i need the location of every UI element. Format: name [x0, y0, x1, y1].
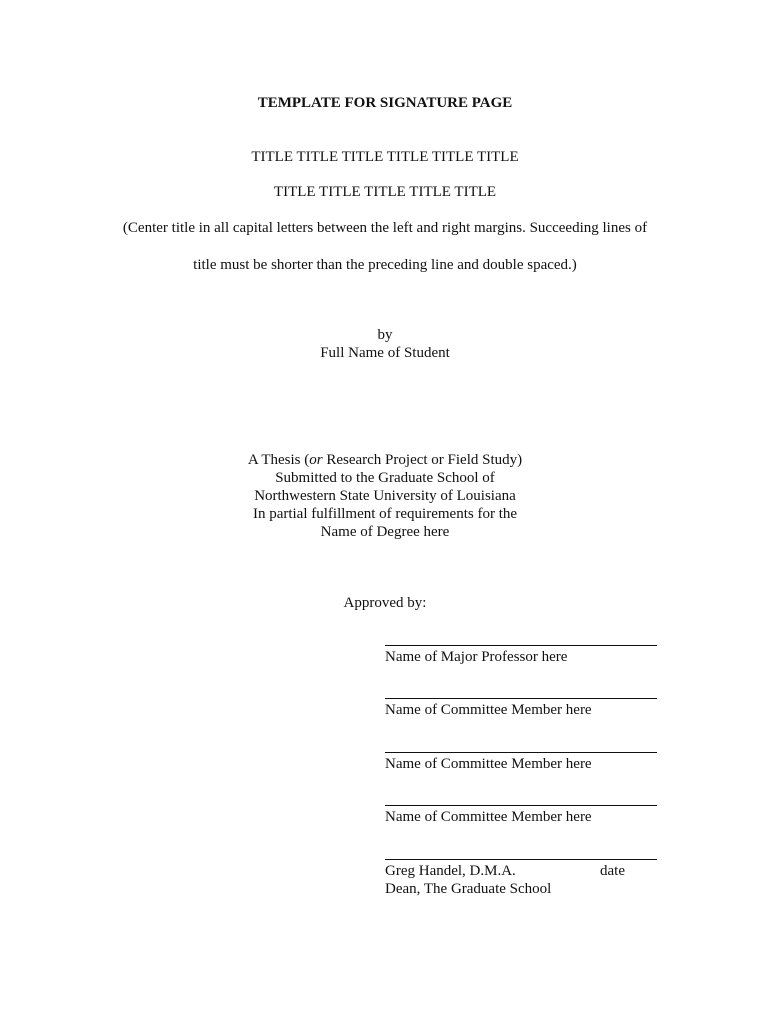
dean-name: Greg Handel, D.M.A.	[385, 863, 516, 879]
signatory-name: Name of Major Professor here	[385, 649, 568, 665]
signature-line	[385, 698, 657, 699]
signature-block-committee-member-1	[385, 698, 657, 719]
thesis-line-1-post: Research Project or Field Study)	[322, 452, 523, 468]
signature-block-dean	[385, 859, 657, 898]
thesis-statement	[0, 451, 770, 541]
thesis-line-1-pre: A Thesis (	[247, 452, 310, 468]
signatory-name: Name of Committee Member here	[385, 756, 592, 772]
thesis-line-1	[0, 451, 770, 469]
signature-line	[385, 805, 657, 806]
thesis-line-4: In partial fulfillment of requirements for the	[252, 506, 518, 522]
by-label: by	[377, 327, 393, 343]
signature-line	[385, 859, 657, 860]
page-heading: TEMPLATE FOR SIGNATURE PAGE	[257, 95, 513, 111]
title-line-1: TITLE TITLE TITLE TITLE TITLE TITLE	[251, 149, 519, 165]
signatory-name: Name of Committee Member here	[385, 809, 592, 825]
thesis-line-2: Submitted to the Graduate School of	[275, 470, 495, 486]
dean-name-row	[385, 862, 657, 880]
title-line-2: TITLE TITLE TITLE TITLE TITLE	[273, 184, 497, 200]
dean-title: Dean, The Graduate School	[385, 881, 552, 897]
signature-block-major-professor	[385, 645, 657, 666]
signature-block-committee-member-3	[385, 805, 657, 826]
date-label: date	[600, 863, 625, 879]
thesis-line-5: Name of Degree here	[320, 524, 450, 540]
thesis-line-3: Northwestern State University of Louisiana	[254, 488, 516, 504]
signature-line	[385, 645, 657, 646]
instruction-line-2: title must be shorter than the preceding line and double spaced.)	[193, 257, 577, 273]
signature-line	[385, 752, 657, 753]
instruction-line-1: (Center title in all capital letters between the left and right margins. Succeeding lines of	[122, 220, 648, 236]
signature-block-committee-member-2	[385, 752, 657, 773]
signatory-name: Name of Committee Member here	[385, 702, 592, 718]
thesis-line-1-or: or	[309, 452, 323, 468]
student-name: Full Name of Student	[320, 345, 450, 361]
approved-by-label: Approved by:	[343, 595, 427, 611]
